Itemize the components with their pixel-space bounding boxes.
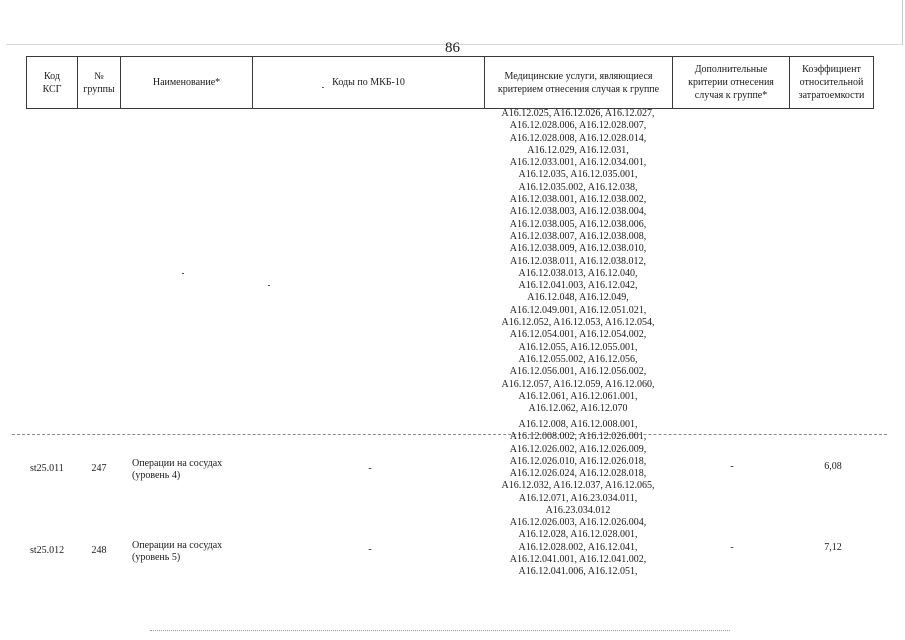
code-line: A16.12.041.003, A16.12.042, xyxy=(518,280,638,292)
code-line: A16.12.038.007, A16.12.038.008, xyxy=(509,230,647,242)
code-line: A16.12.026.002, A16.12.026.009, xyxy=(509,443,647,455)
code-line: A16.12.048, A16.12.049, xyxy=(527,292,629,304)
code-line: A16.12.041.001, A16.12.041.002, xyxy=(509,553,647,565)
header-med-uslugi-label: Медицинские услуги, являющиеся критерием отнесения случая к группе xyxy=(497,70,660,95)
code-line: A16.12.052, A16.12.053, A16.12.054, xyxy=(501,317,655,329)
row-dop-kriterii: - xyxy=(730,461,734,472)
header-kody-mkb xyxy=(253,57,484,108)
code-line: A16.12.038.009, A16.12.038.010, xyxy=(509,243,647,255)
header-kod-ksg-label: Код КСГ xyxy=(42,70,62,95)
header-naimenovanie-label: Наименование* xyxy=(152,77,221,88)
code-line: A16.12.035.002, A16.12.038, xyxy=(518,181,638,193)
row-separator xyxy=(12,434,887,435)
scan-speck xyxy=(322,87,324,88)
header-koefficient-label: Коэффициент относительной затратоемкости xyxy=(798,64,865,101)
code-line: A16.12.008.002, A16.12.026.001, xyxy=(509,431,647,443)
scan-speck xyxy=(268,285,270,286)
row-dop-kriterii: - xyxy=(730,542,734,553)
header-kody-mkb-label: Коды по МКБ-10 xyxy=(332,77,405,88)
row-mkb: - xyxy=(368,544,372,555)
row-naimenovanie xyxy=(132,540,250,565)
header-med-uslugi xyxy=(485,57,672,108)
code-line: A16.12.035, A16.12.035.001, xyxy=(518,169,638,181)
header-nomer-gruppy xyxy=(78,57,120,108)
row-koefficient: 7,12 xyxy=(824,542,842,553)
code-line: A16.12.055.002, A16.12.056, xyxy=(518,353,638,365)
header-dop-kriterii xyxy=(673,57,789,108)
row-mkb: - xyxy=(368,463,372,474)
code-line: A16.12.026.003, A16.12.026.004, xyxy=(509,517,647,528)
code-line: A16.12.038.005, A16.12.038.006, xyxy=(509,218,647,230)
code-line: A16.12.032, A16.12.037, A16.12.065, xyxy=(501,480,655,492)
page-number: 86 xyxy=(445,40,460,56)
code-line: A16.12.008, A16.12.008.001, xyxy=(518,419,638,430)
code-line: A16.12.057, A16.12.059, A16.12.060, xyxy=(501,378,655,390)
code-line: A16.12.055, A16.12.055.001, xyxy=(518,341,638,353)
code-line: A16.12.062, A16.12.070 xyxy=(528,403,628,415)
code-line: A16.12.041.006, A16.12.051, xyxy=(518,566,638,578)
header-divider xyxy=(873,56,874,108)
row-kod-ksg: st25.012 xyxy=(30,545,65,556)
row-koefficient: 6,08 xyxy=(824,461,842,472)
header-kod-ksg xyxy=(27,57,77,108)
row-name-line: Операции на сосудах xyxy=(132,540,223,551)
header-dop-kriterii-label: Дополнительные критерии отнесения случая к группе* xyxy=(688,64,774,101)
continuation-codes xyxy=(484,108,672,415)
scan-speck xyxy=(182,273,184,274)
code-line: A16.12.038.013, A16.12.040, xyxy=(518,267,638,279)
row-nomer-gruppy: 247 xyxy=(91,463,107,474)
header-nomer-gruppy-label: № группы xyxy=(83,70,115,95)
code-line: A16.12.028.008, A16.12.028.014, xyxy=(509,132,647,144)
code-line: A16.12.028, A16.12.028.001, xyxy=(518,529,638,541)
code-line: A16.12.038.011, A16.12.038.012, xyxy=(509,255,647,267)
row-nomer-gruppy: 248 xyxy=(91,545,107,556)
code-line: A16.12.061, A16.12.061.001, xyxy=(518,390,638,402)
scan-bottom-noise xyxy=(150,630,730,631)
header-koefficient xyxy=(790,57,873,108)
row-kod-ksg: st25.011 xyxy=(30,463,64,474)
code-line: A16.12.026.024, A16.12.028.018, xyxy=(509,468,647,480)
code-line: A16.23.034.012 xyxy=(545,505,611,517)
row-med-uslugi xyxy=(484,517,672,578)
row-name-line: (уровень 5) xyxy=(132,552,181,564)
code-line: A16.12.071, A16.23.034.011, xyxy=(518,492,638,504)
row-med-uslugi xyxy=(484,419,672,517)
header-naimenovanie xyxy=(121,57,252,108)
code-line: A16.12.026.010, A16.12.026.018, xyxy=(509,455,647,467)
header-bottom-border xyxy=(26,108,874,109)
row-naimenovanie xyxy=(132,458,250,483)
code-line: A16.12.033.001, A16.12.034.001, xyxy=(509,157,647,169)
code-line: A16.12.028.002, A16.12.041, xyxy=(518,541,638,553)
code-line: A16.12.056.001, A16.12.056.002, xyxy=(509,366,647,378)
code-line: A16.12.049.001, A16.12.051.021, xyxy=(509,304,647,316)
row-name-line: (уровень 4) xyxy=(132,470,181,482)
code-line: A16.12.038.003, A16.12.038.004, xyxy=(509,206,647,218)
code-line: A16.12.028.006, A16.12.028.007, xyxy=(509,120,647,132)
code-line: A16.12.038.001, A16.12.038.002, xyxy=(509,194,647,206)
row-name-line: Операции на сосудах xyxy=(132,458,223,469)
code-line: A16.12.025, A16.12.026, A16.12.027, xyxy=(501,108,655,119)
code-line: A16.12.054.001, A16.12.054.002, xyxy=(509,329,647,341)
code-line: A16.12.029, A16.12.031, xyxy=(527,144,629,156)
